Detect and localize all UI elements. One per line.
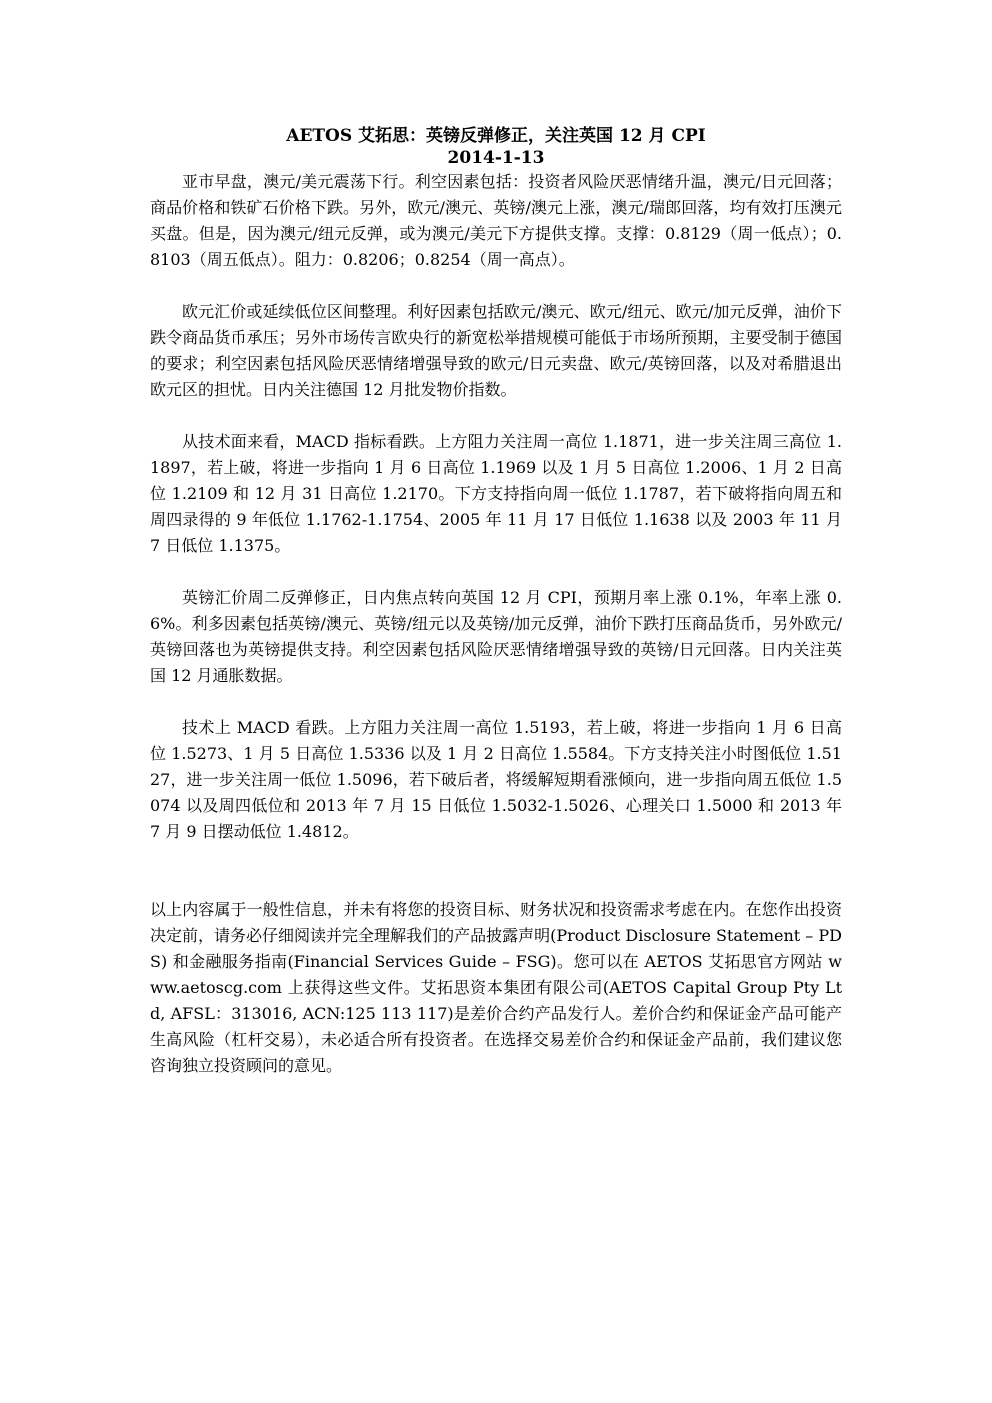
paragraph-spacer xyxy=(150,559,842,585)
paragraph-eur-fundamentals: 欧元汇价或延续低位区间整理。利好因素包括欧元/澳元、欧元/纽元、欧元/加元反弹，油价下跌令商品货币承压；另外市场传言欧央行的新宽松举措规模可能低于市场所预期，主要受制于德国的要求；利空因素包括风险厌恶情绪增强导致的欧元/日元卖盘、欧元/英镑回落，以及对希腊退出欧元区的担忧。日内关注德国 12 月批发物价指数。 xyxy=(150,302,842,399)
section-spacer xyxy=(150,845,842,897)
paragraph-gbp-fundamentals: 英镑汇价周二反弹修正，日内焦点转向英国 12 月 CPI，预期月率上涨 0.1%，年率上涨 0.6%。利多因素包括英镑/澳元、英镑/纽元以及英镑/加元反弹，油价下跌打压商品货币，另外欧元/英镑回落也为英镑提供支持。利空因素包括风险厌恶情绪增强导致的英镑/日元回落。日内关注英国 12 月通胀数据。 xyxy=(150,588,842,685)
disclaimer-text: 以上内容属于一般性信息，并未有将您的投资目标、财务状况和投资需求考虑在内。在您作出投资决定前，请务必仔细阅读并完全理解我们的产品披露声明(Product Disclosure Statement – PDS) 和金融服务指南(Financial Services Guide – FSG)。您可以在 AETOS 艾拓思官方网站 www.aetoscg.com 上获得这些文件。艾拓思资本集团有限公司(AETOS Capital Group Pty Ltd, AFSL：313016, ACN:125 113 117)是差价合约产品发行人。差价合约和保证金产品可能产生高风险（杠杆交易），未必适合所有投资者。在选择交易差价合约和保证金产品前，我们建议您咨询独立投资顾问的意见。 xyxy=(150,900,842,1075)
document-body xyxy=(150,125,842,1079)
paragraph-spacer xyxy=(150,403,842,429)
paragraph-eur-technical: 从技术面来看，MACD 指标看跌。上方阻力关注周一高位 1.1871，进一步关注周三高位 1.1897，若上破，将进一步指向 1 月 6 日高位 1.1969 以及 1 月 5 日高位 1.2006、1 月 2 日高位 1.2109 和 12 月 31 日高位 1.2170。下方支持指向周一低位 1.1787，若下破将指向周五和周四录得的 9 年低位 1.1762-1.1754、2005 年 11 月 17 日低位 1.1638 以及 2003 年 11 月 7 日低位 1.1375。 xyxy=(150,432,842,555)
document-title: AETOS 艾拓思：英镑反弹修正，关注英国 12 月 CPI xyxy=(286,126,706,146)
paragraph-aud-usd: 亚市早盘，澳元/美元震荡下行。利空因素包括：投资者风险厌恶情绪升温，澳元/日元回落；商品价格和铁矿石价格下跌。另外，欧元/澳元、英镑/澳元上涨，澳元/瑞郎回落，均有效打压澳元买盘。但是，因为澳元/纽元反弹，或为澳元/美元下方提供支撑。支撑：0.8129（周一低点）；0.8103（周五低点）。阻力：0.8206；0.8254（周一高点）。 xyxy=(150,172,842,269)
paragraph-gbp-technical: 技术上 MACD 看跌。上方阻力关注周一高位 1.5193，若上破，将进一步指向 1 月 6 日高位 1.5273、1 月 5 日高位 1.5336 以及 1 月 2 日高位 1.5584。下方支持关注小时图低位 1.5127，进一步关注周一低位 1.5096，若下破后者，将缓解短期看涨倾向，进一步指向周五低位 1.5074 以及周四低位和 2013 年 7 月 15 日低位 1.5032-1.5026、心理关口 1.5000 和 2013 年 7 月 9 日摆动低位 1.4812。 xyxy=(150,718,842,841)
document-date: 2014-1-13 xyxy=(447,148,545,168)
paragraph-spacer xyxy=(150,689,842,715)
paragraph-spacer xyxy=(150,273,842,299)
